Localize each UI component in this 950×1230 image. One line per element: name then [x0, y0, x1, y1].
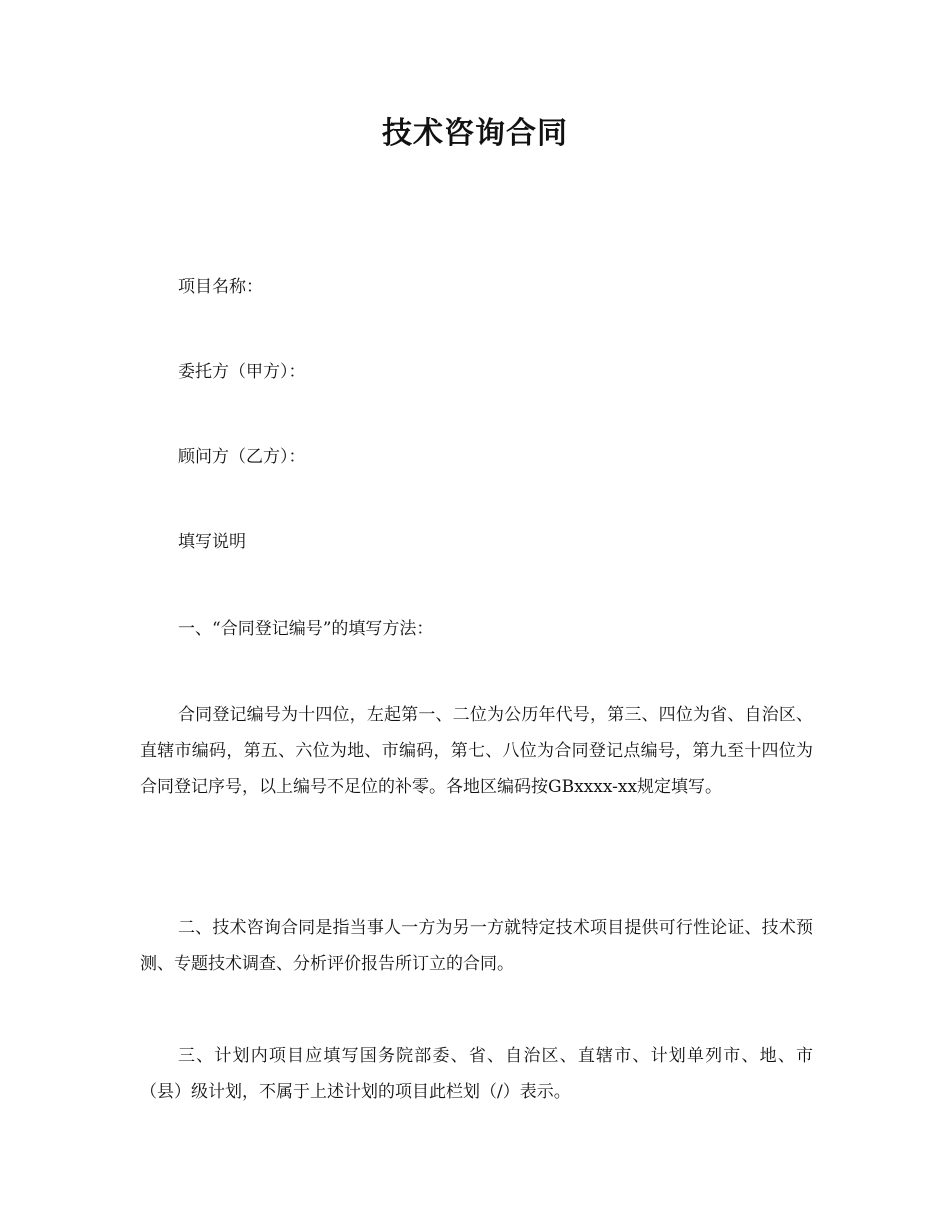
section-three-body: 三、计划内项目应填写国务院部委、省、自治区、直辖市、计划单列市、地、市（县）级计划，不属于上述计划的项目此栏划（/）表示。 [140, 1046, 813, 1102]
client-field: 委托方（甲方）： [178, 362, 306, 382]
consultant-field: 顾问方（乙方）： [178, 447, 306, 467]
section-one-body: 合同登记编号为十四位，左起第一、二位为公历年代号，第三、四位为省、自治区、直辖市编码，第五、六位为地、市编码，第七、八位为合同登记点编号，第九至十四位为合同登记序号，以上编号不足位的补零。各地区编码按GBxxxx-xx规定填写。 [140, 705, 813, 797]
section-two-body: 二、技术咨询合同是指当事人一方为另一方就特定技术项目提供可行性论证、技术预测、专题技术调查、分析评价报告所订立的合同。 [140, 918, 813, 974]
section-one-heading: 一、“合同登记编号”的填写方法： [178, 619, 434, 639]
project-name-field: 项目名称： [178, 277, 263, 297]
document-title: 技术咨询合同 [382, 116, 568, 151]
instructions-heading: 填写说明 [178, 532, 246, 552]
